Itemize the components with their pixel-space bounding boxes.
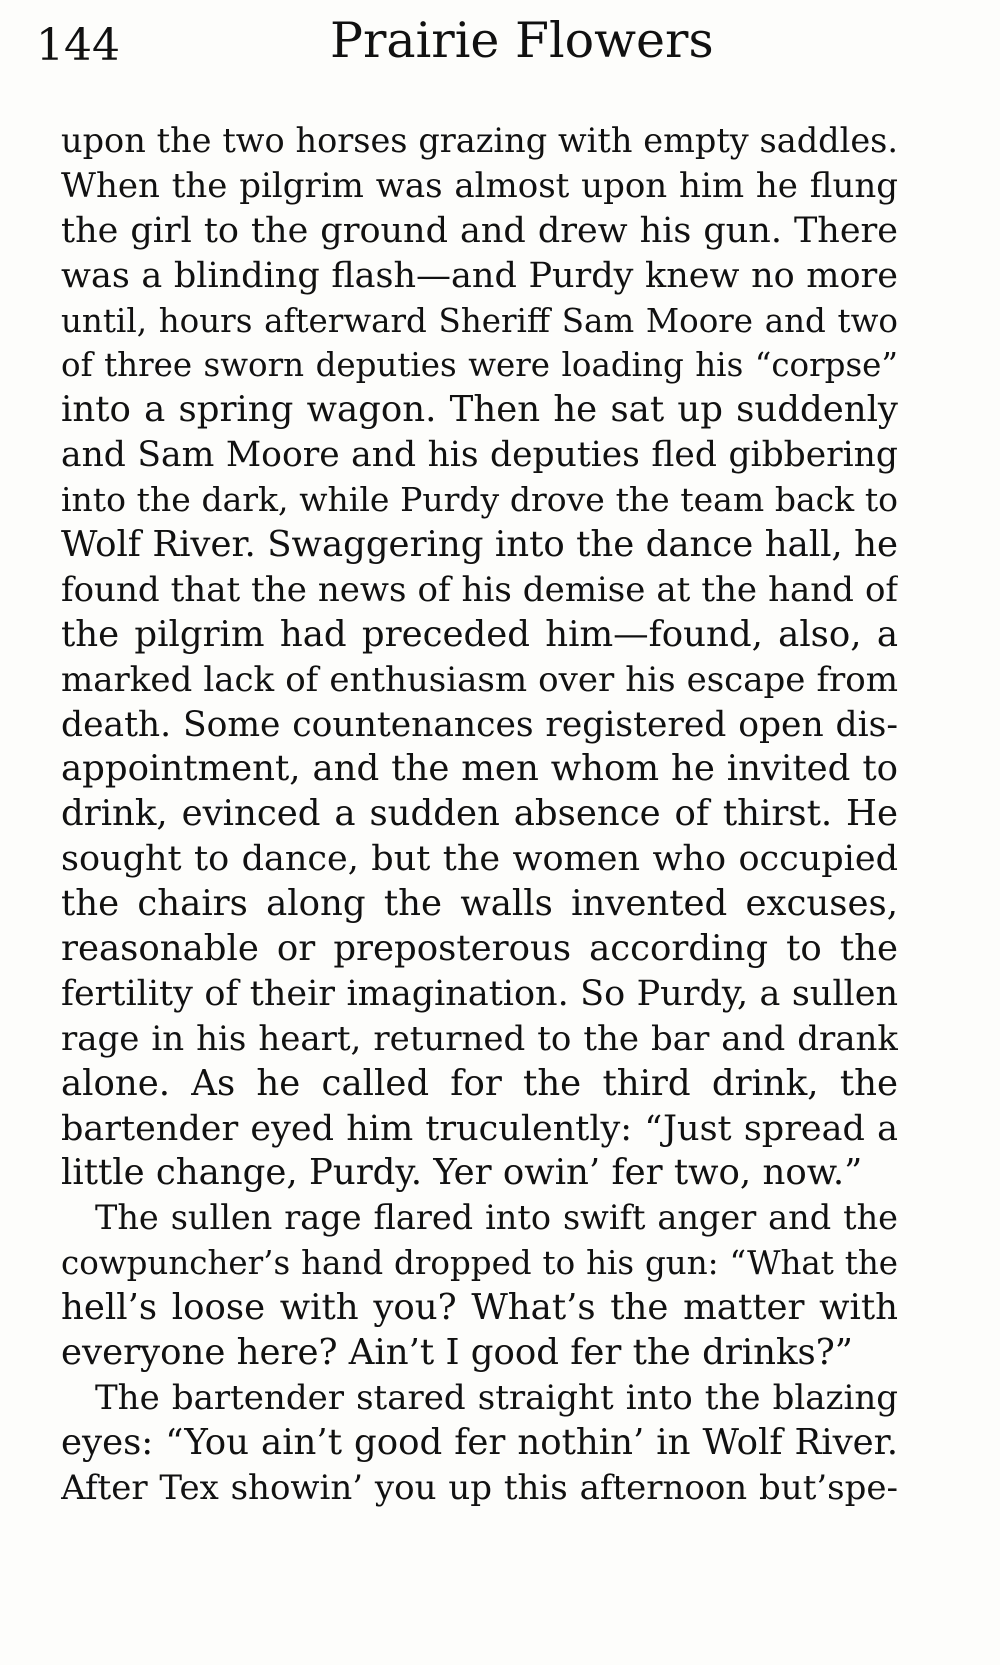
text-line: until, hours afterward Sheriff Sam Moore and two: [61, 301, 898, 340]
paragraph-first-line: The sullen rage flared into swift anger and the: [95, 1198, 898, 1238]
text-line: cowpuncher’s hand dropped to his gun: “What the: [61, 1244, 898, 1283]
page-number: 144: [36, 20, 120, 71]
text-line: little change, Purdy. Yer owin’ fer two, now.”: [61, 1152, 863, 1194]
text-line: reasonable or preposterous according to the: [61, 928, 898, 970]
text-line: drink, evinced a sudden absence of thirst. He: [61, 793, 898, 835]
text-line: upon the two horses grazing with empty saddles.: [61, 121, 898, 160]
text-line: and Sam Moore and his deputies fled gibbering: [61, 435, 898, 476]
text-line: the pilgrim had preceded him—found, also, a: [61, 613, 898, 655]
text-line: the chairs along the walls invented excuses,: [61, 883, 898, 925]
text-line: into the dark, while Purdy drove the team back to: [61, 480, 898, 520]
text-line: hell’s loose with you? What’s the matter with: [61, 1287, 898, 1329]
text-line: found that the news of his demise at the hand of: [61, 569, 898, 610]
text-line: the girl to the ground and drew his gun. There: [61, 210, 898, 251]
text-line: marked lack of enthusiasm over his escape from: [61, 659, 898, 700]
text-line: was a blinding flash—and Purdy knew no more: [61, 255, 898, 296]
running-title: Prairie Flowers: [330, 12, 714, 69]
text-line: appointment, and the men whom he invited to: [61, 748, 898, 790]
page-header: [0, 14, 1000, 84]
text-line: After Tex showin’ you up this afternoon but’spe-: [61, 1467, 898, 1508]
text-line: into a spring wagon. Then he sat up suddenly: [61, 389, 898, 431]
text-line: eyes: “You ain’t good fer nothin’ in Wolf River.: [61, 1421, 898, 1463]
paragraph-first-line: The bartender stared straight into the blazing: [95, 1377, 898, 1418]
text-line: everyone here? Ain’t I good fer the drinks?”: [61, 1332, 853, 1374]
text-line: alone. As he called for the third drink, the: [61, 1062, 898, 1104]
text-line: bartender eyed him truculently: “Just spread a: [61, 1108, 898, 1149]
text-line: death. Some countenances registered open dis-: [61, 704, 898, 745]
body-text: [61, 119, 898, 1511]
text-line: of three sworn deputies were loading his “corpse”: [61, 346, 898, 385]
text-line: fertility of their imagination. So Purdy, a sullen: [61, 973, 898, 1014]
text-line: rage in his heart, returned to the bar and drank: [61, 1018, 898, 1059]
text-line: sought to dance, but the women who occupied: [61, 839, 898, 880]
text-line: Wolf River. Swaggering into the dance hall, he: [61, 524, 898, 566]
text-line: When the pilgrim was almost upon him he flung: [61, 165, 898, 206]
